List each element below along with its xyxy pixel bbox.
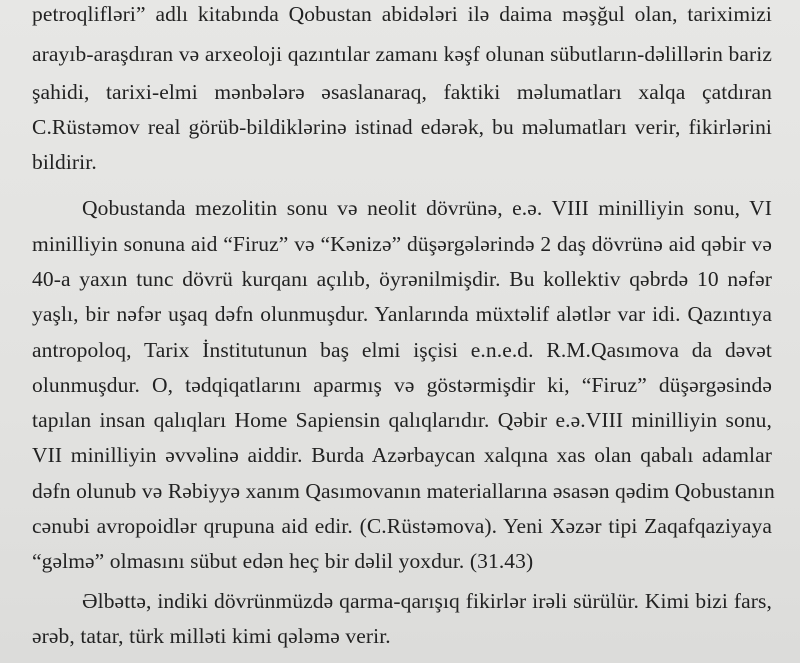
text-line: yaşlı, bir nəfər uşaq dəfn olunmuşdur. Yanlarında müxtəlif alətlər var idi. Qazıntıya	[32, 302, 772, 326]
text-line: cənubi avropoidlər qrupuna aid edir. (C.Rüstəmova). Yeni Xəzər tipi Zaqafqaziyaya	[32, 514, 772, 538]
text-line: arayıb-araşdıran və arxeoloji qazıntılar zamanı kəşf olunan sübutların-dəlillərin bariz	[32, 42, 772, 66]
text-line: dəfn olunub və Rəbiyyə xanım Qasımovanın materiallarına əsasən qədim Qobustanın	[32, 479, 775, 503]
text-line: VII minilliyin əvvəlinə aiddir. Burda Azərbaycan xalqına xas olan qabalı adamlar	[32, 443, 772, 467]
text-line: minilliyin sonuna aid “Firuz” və “Kənizə” düşərgələrində 2 daş dövrünə aid qəbir və	[32, 232, 772, 256]
text-line: şahidi, tarixi-elmi mənbələrə əsaslanaraq, faktiki məlumatları xalqa çatdıran	[32, 80, 772, 104]
text-line: olunmuşdur. O, tədqiqatlarını aparmış və göstərmişdir ki, “Firuz” düşərgəsində	[32, 373, 772, 397]
text-line: tapılan insan qalıqları Home Sapiensin qalıqlarıdır. Qəbir e.ə.VIII minilliyin sonu,	[32, 408, 772, 432]
text-line: petroqlifləri” adlı kitabında Qobustan abidələri ilə daima məşğul olan, tariximizi	[32, 2, 772, 26]
text-line: bildirir.	[32, 150, 97, 174]
text-line: 40-a yaxın tunc dövrü kurqanı açılıb, öyrənilmişdir. Bu kollektiv qəbrdə 10 nəfər	[32, 267, 772, 291]
text-line: Qobustanda mezolitin sonu və neolit dövrünə, e.ə. VIII minilliyin sonu, VI	[82, 196, 772, 220]
text-line: Əlbəttə, indiki dövrünmüzdə qarma-qarışıq fikirlər irəli sürülür. Kimi bizi fars,	[82, 589, 772, 613]
text-line: C.Rüstəmov real görüb-bildiklərinə istinad edərək, bu məlumatları verir, fikirlərini	[32, 115, 772, 139]
text-line: antropoloq, Tarix İnstitutunun baş elmi işçisi e.n.e.d. R.M.Qasımova da dəvət	[32, 338, 772, 362]
text-line: “gəlmə” olmasını sübut edən heç bir dəlil yoxdur. (31.43)	[32, 549, 534, 573]
text-line: ərəb, tatar, türk milləti kimi qələmə verir.	[32, 624, 391, 648]
